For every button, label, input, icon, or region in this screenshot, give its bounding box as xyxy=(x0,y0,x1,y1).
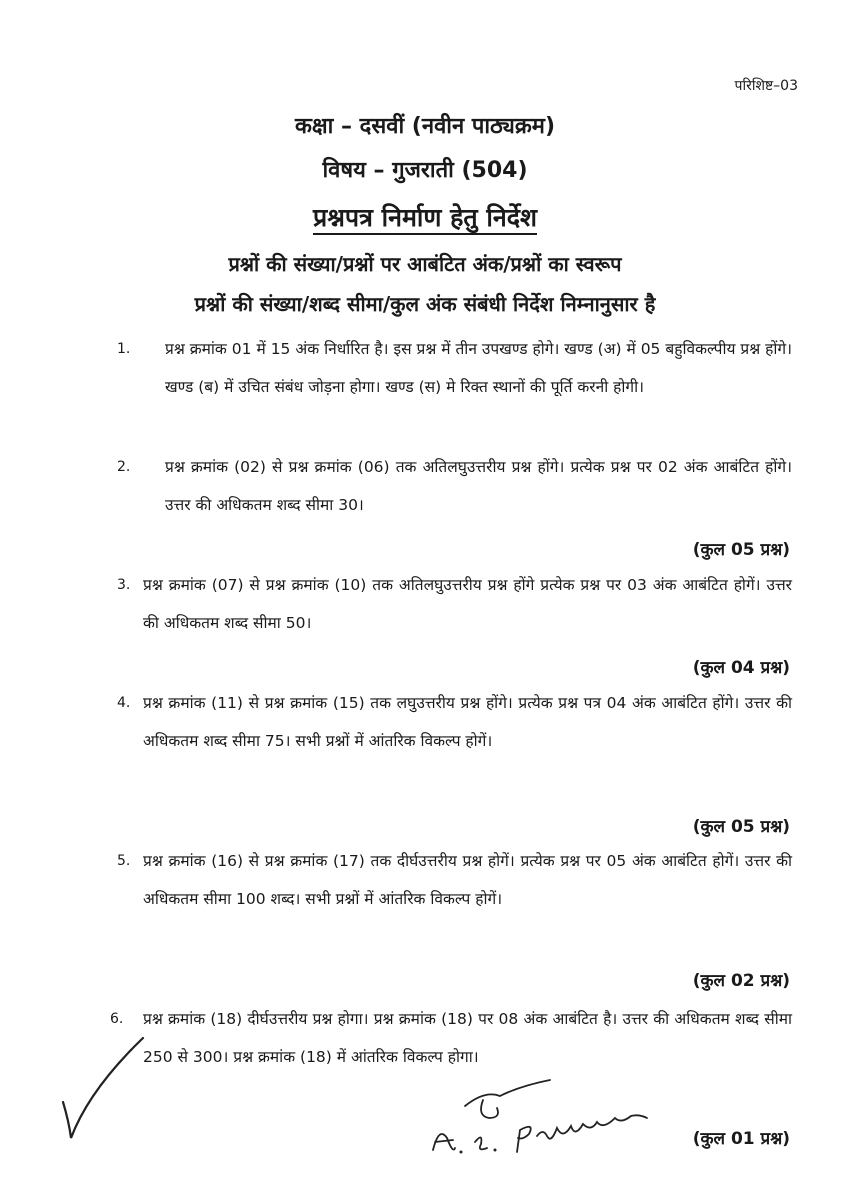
item-number: 5. xyxy=(117,853,131,869)
checkmark-icon xyxy=(55,1030,155,1140)
item-total: (कुल 01 प्रश्न) xyxy=(692,1129,790,1149)
item-text: प्रश्न क्रमांक (02) से प्रश्न क्रमांक (06) तक अतिलघुउत्तरीय प्रश्न होंगे। प्रत्येक प्रश्न पर 02 अंक आबंटित होंगे। उत्तर की अधिकतम शब्द सीमा 30। xyxy=(165,458,792,514)
subject-line: विषय – गुजराती (504) xyxy=(322,158,528,183)
subheading-1: प्रश्नों की संख्या/प्रश्नों पर आबंटित अंक/प्रश्नों का स्वरूप xyxy=(228,252,622,276)
item-text: प्रश्न क्रमांक (07) से प्रश्न क्रमांक (10) तक अतिलघुउत्तरीय प्रश्न होंगे प्रत्येक प्रश्न पर 03 अंक आबंटित होगें। उत्तर की अधिकतम शब्द सीमा 50। xyxy=(143,576,792,632)
item-number: 1. xyxy=(117,341,131,357)
page-title xyxy=(0,200,850,234)
item-text: प्रश्न क्रमांक 01 में 15 अंक निर्धारित है। इस प्रश्न में तीन उपखण्ड होगे। खण्ड (अ) में 05 बहुविकल्पीय प्रश्न होंगे। खण्ड (ब) में उचित संबंध जोड़ना होगा। खण्ड (स) मे रिक्त स्थानों की पूर्ति करनी होगी। xyxy=(165,340,792,396)
class-line: कक्षा – दसवीं (नवीन पाठ्यक्रम) xyxy=(294,114,556,139)
item-number: 2. xyxy=(117,459,131,475)
signature-icon xyxy=(425,1078,665,1163)
annex-label: परिशिष्ट–03 xyxy=(734,78,798,94)
item-number: 3. xyxy=(117,577,131,593)
item-total: (कुल 02 प्रश्न) xyxy=(692,971,790,991)
item-number: 6. xyxy=(110,1011,124,1027)
item-total: (कुल 05 प्रश्न) xyxy=(692,540,790,560)
page-title-text: प्रश्नपत्र निर्माण हेतु निर्देश xyxy=(313,203,537,235)
subheading-2: प्रश्नों की संख्या/शब्द सीमा/कुल अंक संबंधी निर्देश निम्नानुसार है xyxy=(194,292,656,316)
item-number: 4. xyxy=(117,695,131,711)
item-text: प्रश्न क्रमांक (18) दीर्घउत्तरीय प्रश्न होगा। प्रश्न क्रमांक (18) पर 08 अंक आबंटित है। उत्तर की अधिकतम शब्द सीमा 250 से 300। प्रश्न क्रमांक (18) में आंतरिक विकल्प होगा। xyxy=(143,1010,792,1066)
item-text: प्रश्न क्रमांक (16) से प्रश्न क्रमांक (17) तक दीर्घउत्तरीय प्रश्न होगें। प्रत्येक प्रश्न पर 05 अंक आबंटित होगें। उत्तर की अधिकतम सीमा 100 शब्द। सभी प्रश्नों में आंतरिक विकल्प होगें। xyxy=(143,852,792,908)
item-total: (कुल 05 प्रश्न) xyxy=(692,817,790,837)
item-text: प्रश्न क्रमांक (11) से प्रश्न क्रमांक (15) तक लघुउत्तरीय प्रश्न होंगे। प्रत्येक प्रश्न पत्र 04 अंक आबंटित होंगे। उत्तर की अधिकतम शब्द सीमा 75। सभी प्रश्नों में आंतरिक विकल्प होगें। xyxy=(143,694,792,750)
item-total: (कुल 04 प्रश्न) xyxy=(692,658,790,678)
